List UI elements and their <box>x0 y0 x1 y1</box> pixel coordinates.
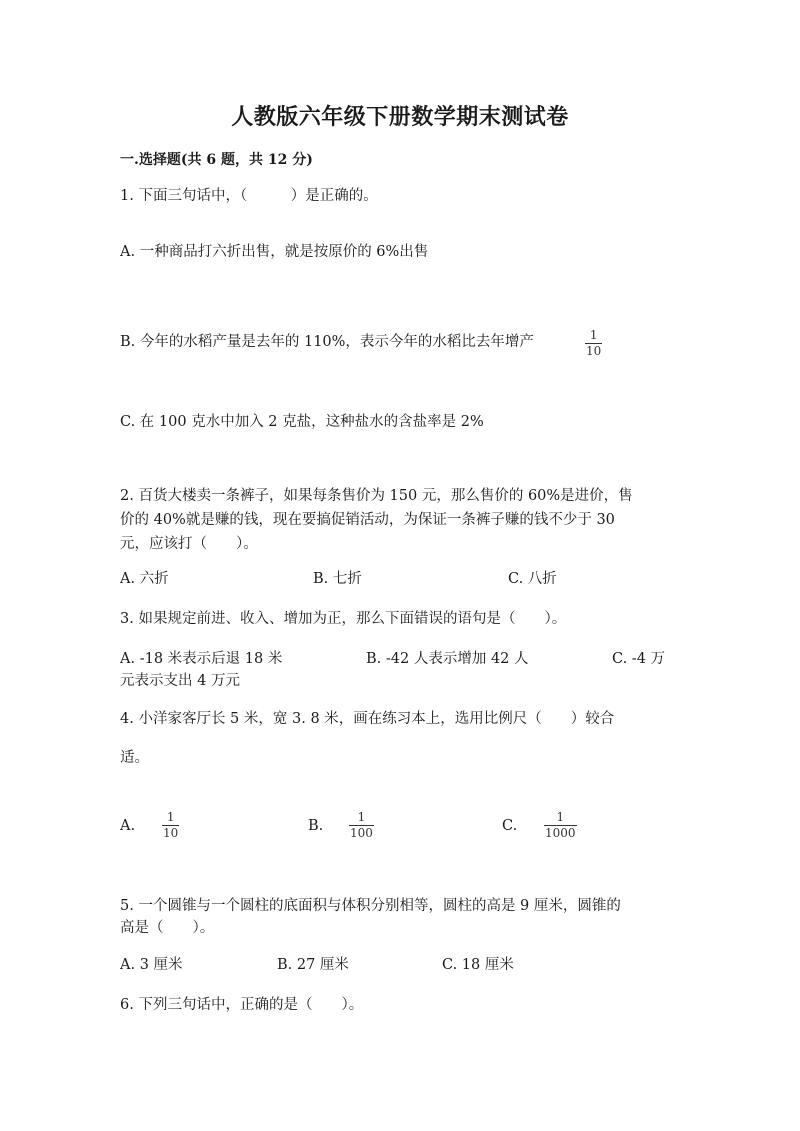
question-2-stem-line-1: 2. 百货大楼卖一条裤子，如果每条售价为 150 元，那么售价的 60%是进价，售 <box>120 488 633 504</box>
question-4-option-b: B. <box>308 818 324 834</box>
question-5-option-a: A. 3 厘米 <box>120 957 183 973</box>
question-2-option-a: A. 六折 <box>120 571 169 587</box>
fraction-numerator: 1 <box>357 810 366 824</box>
question-3-option-b: B. -42 人表示增加 42 人 <box>366 651 529 667</box>
question-2-option-b: B. 七折 <box>313 571 362 587</box>
question-5-option-c: C. 18 厘米 <box>442 957 514 973</box>
fraction-numerator: 1 <box>556 810 565 824</box>
question-3-option-c: C. -4 万 <box>612 651 666 667</box>
question-5-option-b: B. 27 厘米 <box>277 957 349 973</box>
question-4-option-a: A. <box>120 818 136 834</box>
question-3-stem: 3. 如果规定前进、收入、增加为正，那么下面错误的语句是（ ）。 <box>120 611 567 627</box>
question-2-option-c: C. 八折 <box>508 571 557 587</box>
question-4-stem-line-1: 4. 小洋家客厅长 5 米，宽 3. 8 米，画在练习本上，选用比例尺（ ）较合 <box>120 711 615 727</box>
fraction-denominator: 10 <box>163 826 179 840</box>
fraction-denominator: 1000 <box>545 826 576 840</box>
question-1-option-a: A. 一种商品打六折出售，就是按原价的 6%出售 <box>120 244 429 260</box>
question-1-option-b: B. 今年的水稻产量是去年的 110%，表示今年的水稻比去年增产 <box>120 334 534 350</box>
fraction-numerator: 1 <box>166 810 175 824</box>
question-4-option-a-fraction <box>162 811 179 840</box>
question-4-option-b-fraction <box>349 811 374 840</box>
question-2-stem-line-3: 元，应该打（ ）。 <box>120 536 258 552</box>
question-5-stem-line-2: 高是（ ）。 <box>120 920 215 936</box>
question-5-stem-line-1: 5. 一个圆锥与一个圆柱的底面积与体积分别相等，圆柱的高是 9 厘米，圆锥的 <box>120 898 621 914</box>
question-1-stem: 1. 下面三句话中，（ ）是正确的。 <box>120 188 378 204</box>
question-6-stem: 6. 下列三句话中，正确的是（ ）。 <box>120 997 364 1013</box>
question-3-option-a: A. -18 米表示后退 18 米 <box>120 651 283 667</box>
fraction-numerator: 1 <box>589 328 598 342</box>
question-4-option-c: C. <box>502 818 518 834</box>
question-3-option-c-continued: 元表示支出 4 万元 <box>120 673 240 689</box>
section-heading: 一.选择题(共 6 题，共 12 分) <box>120 152 313 168</box>
question-4-option-c-fraction <box>544 811 577 840</box>
fraction-denominator: 10 <box>586 344 602 358</box>
question-1-option-c: C. 在 100 克水中加入 2 克盐，这种盐水的含盐率是 2% <box>120 414 484 430</box>
question-1-option-b-fraction <box>585 329 602 358</box>
fraction-denominator: 100 <box>350 826 373 840</box>
question-2-stem-line-2: 价的 40%就是赚的钱，现在要搞促销活动，为保证一条裤子赚的钱不少于 30 <box>120 512 615 528</box>
question-4-stem-line-2: 适。 <box>120 750 149 766</box>
page-title: 人教版六年级下册数学期末测试卷 <box>231 104 569 130</box>
